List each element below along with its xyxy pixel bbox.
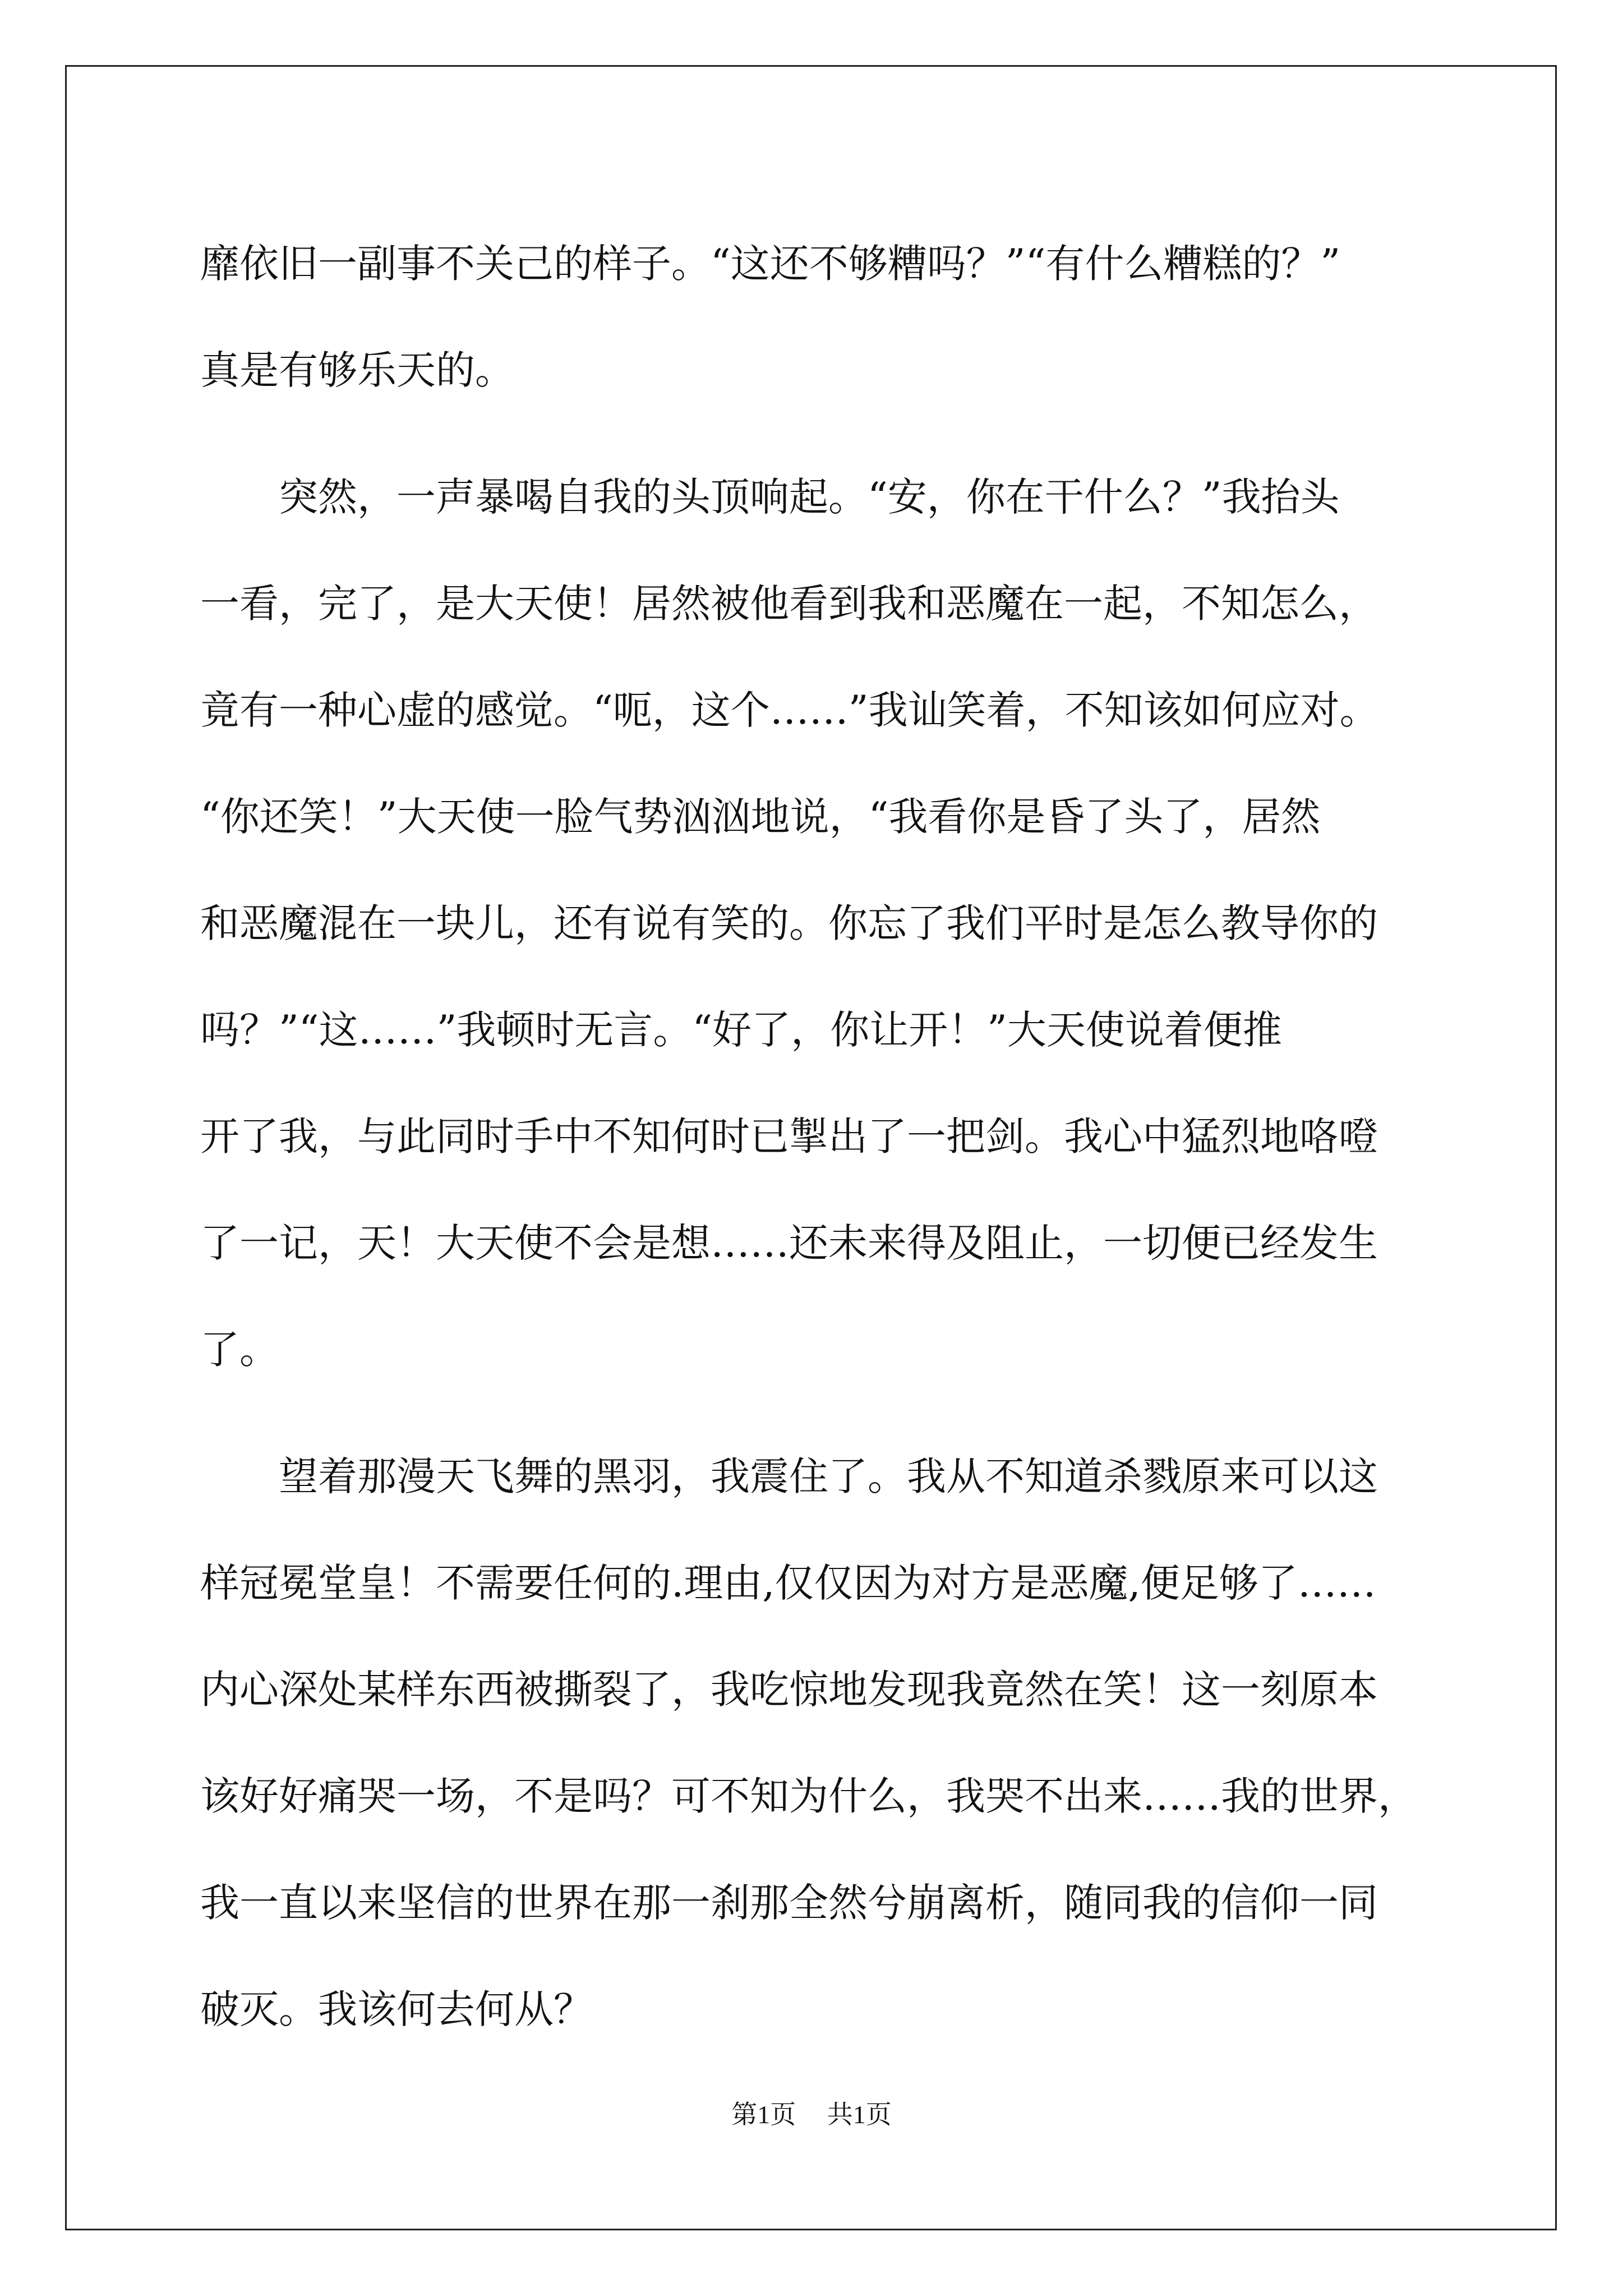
document-body — [200, 210, 1434, 2063]
text-line: 我一直以来坚信的世界在那一刹那全然兮崩离析，随同我的信仰一同 — [200, 1880, 1378, 1926]
text-line: “你还笑！”大天使一脸气势汹汹地说，“我看你是昏了头了，居然 — [200, 794, 1321, 840]
text-line: 和恶魔混在一块儿，还有说有笑的。你忘了我们平时是怎么教导你的 — [200, 900, 1378, 946]
paragraph-2 — [200, 444, 1434, 1403]
text-line: 了。 — [200, 1327, 279, 1373]
page-number: 第1页 — [731, 2100, 796, 2129]
text-line: 了一记，天！大天使不会是想……还未来得及阻止，一切便已经发生 — [200, 1220, 1378, 1266]
page-total: 共1页 — [827, 2100, 892, 2129]
text-line: 望着那漫天飞舞的黑羽，我震住了。我从不知道杀戮原来可以这 — [200, 1453, 1378, 1499]
page-footer — [0, 2098, 1623, 2132]
paragraph-1 — [200, 210, 1434, 424]
text-line: 内心深处某样东西被撕裂了，我吃惊地发现我竟然在笑！这一刻原本 — [200, 1667, 1378, 1713]
text-line: 该好好痛哭一场，不是吗？可不知为什么，我哭不出来……我的世界， — [200, 1773, 1417, 1819]
text-line: 一看，完了，是大天使！居然被他看到我和恶魔在一起，不知怎么， — [200, 581, 1378, 627]
paragraph-3 — [200, 1423, 1434, 2063]
text-line: 开了我，与此同时手中不知何时已掣出了一把剑。我心中猛烈地咯噔 — [200, 1114, 1378, 1159]
text-line: 靡依旧一副事不关己的样子。“这还不够糟吗？”“有什么糟糕的？” — [200, 241, 1341, 287]
text-line: 样冠冕堂皇！不需要任何的.理由,仅仅因为对方是恶魔,便足够了…… — [200, 1560, 1376, 1606]
text-line: 吗？”“这……”我顿时无言。“好了，你让开！”大天使说着便推 — [200, 1007, 1282, 1053]
text-line: 真是有够乐天的。 — [200, 347, 514, 393]
text-line: 突然，一声暴喝自我的头顶响起。“安，你在干什么？”我抬头 — [200, 474, 1340, 520]
text-line: 竟有一种心虚的感觉。“呃，这个……”我讪笑着，不知该如何应对。 — [200, 687, 1379, 733]
text-line: 破灭。我该何去何从？ — [200, 1986, 593, 2032]
